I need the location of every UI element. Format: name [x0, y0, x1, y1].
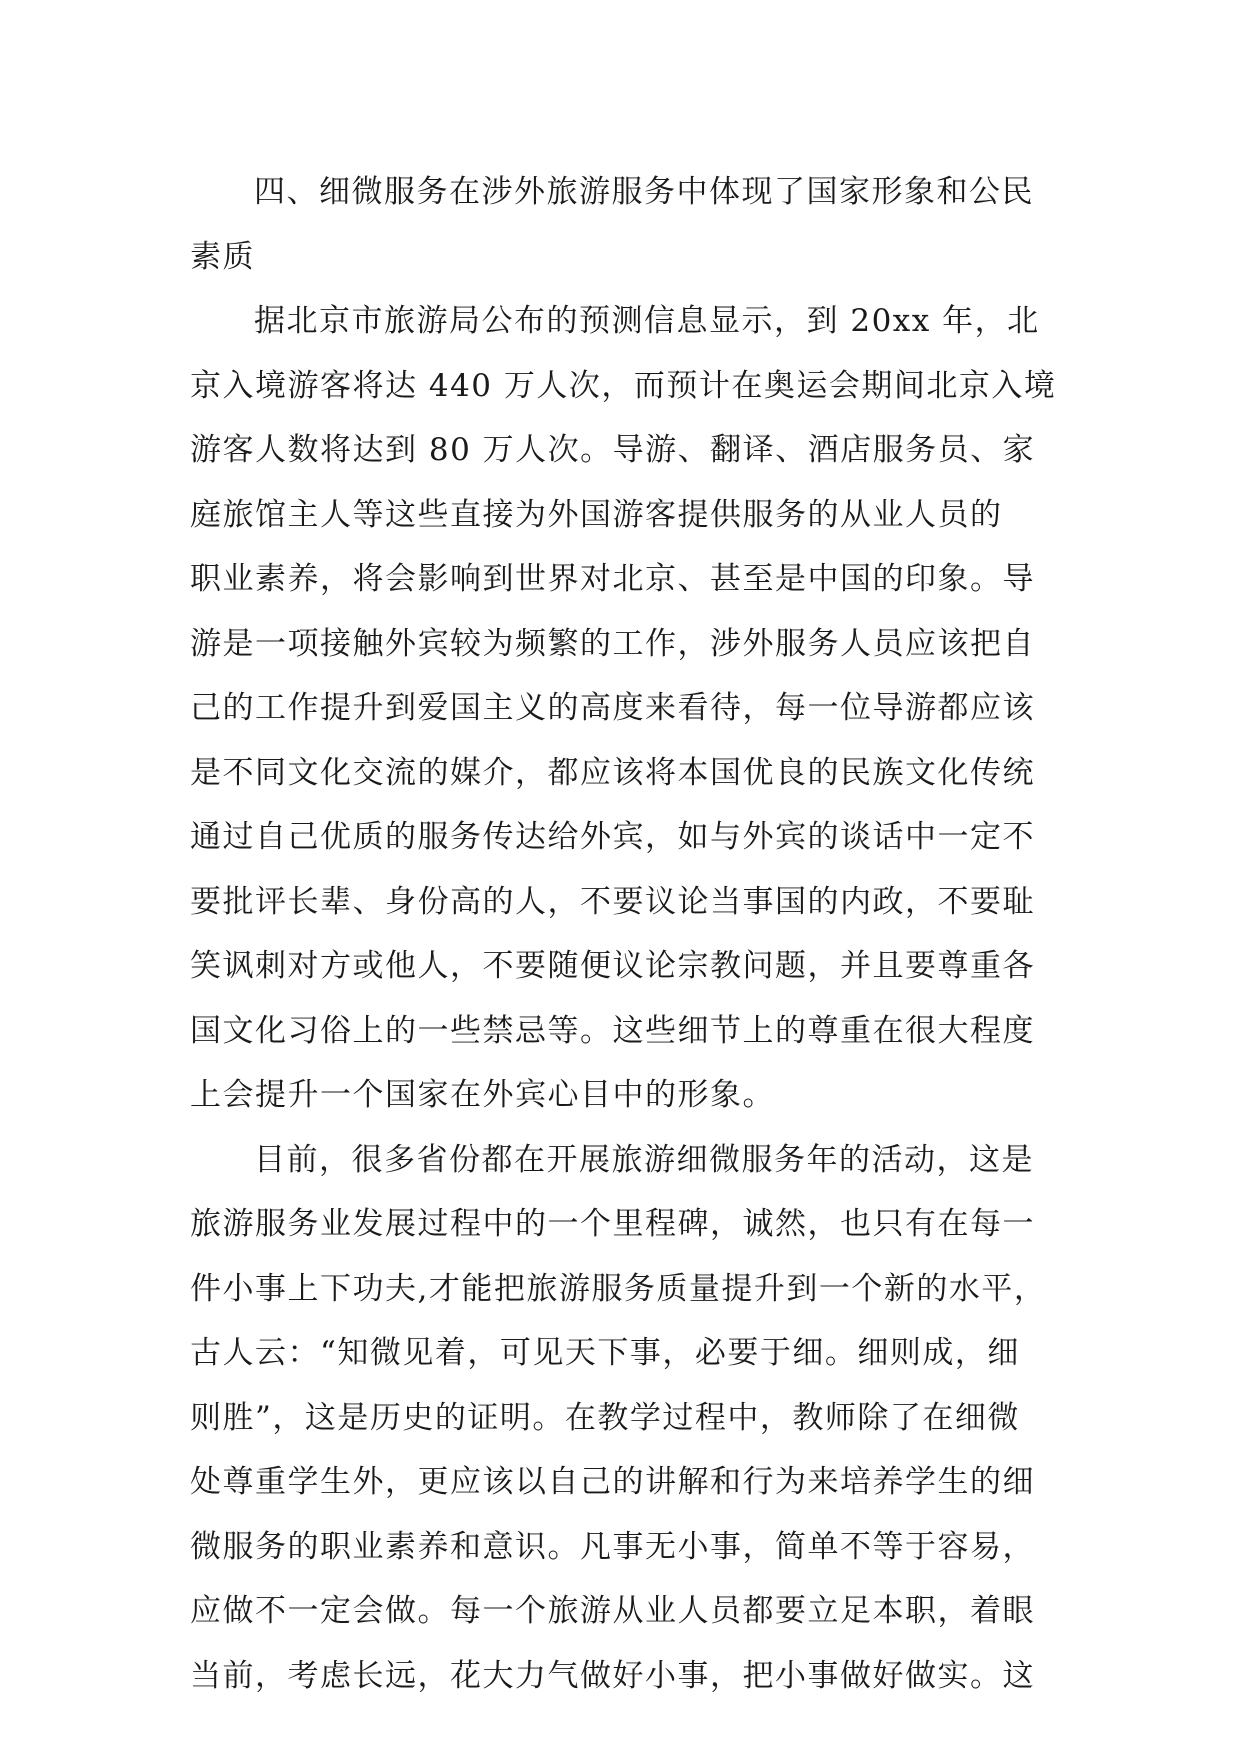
paragraph-2-line: 古人云：“知微见着，可见天下事，必要于细。细则成，细	[190, 1335, 1020, 1371]
paragraph-1-line: 要批评长辈、身份高的人，不要议论当事国的内政，不要耻	[190, 883, 1035, 920]
paragraph-2-line: 旅游服务业发展过程中的一个里程碑，诚然，也只有在每一	[190, 1206, 1035, 1242]
paragraph-2-line: 当前，考虑长远，花大力气做好小事，把小事做好做实。这	[190, 1657, 1035, 1694]
section-heading-line-1: 四、细微服务在涉外旅游服务中体现了国家形象和公民	[254, 174, 1034, 210]
section-heading-line-2: 素质	[190, 238, 255, 275]
document-body	[190, 160, 1057, 1708]
paragraph-1-line: 国文化习俗上的一些禁忌等。这些细节上的尊重在很大程度	[190, 1012, 1035, 1049]
paragraph-1-line: 庭旅馆主人等这些直接为外国游客提供服务的从业人员的	[190, 496, 1003, 533]
paragraph-2-line: 微服务的职业素养和意识。凡事无小事，简单不等于容易，	[190, 1528, 1035, 1565]
paragraph-1-line: 通过自己优质的服务传达给外宾，如与外宾的谈话中一定不	[190, 819, 1035, 855]
paragraph-2-line: 处尊重学生外，更应该以自己的讲解和行为来培养学生的细	[190, 1464, 1035, 1500]
paragraph-2-line: 件小事上下功夫,才能把旅游服务质量提升到一个新的水平，	[190, 1270, 1047, 1307]
paragraph-1-line: 游是一项接触外宾较为频繁的工作，涉外服务人员应该把自	[190, 625, 1035, 662]
paragraph-2-line: 目前，很多省份都在开展旅游细微服务年的活动，这是	[254, 1141, 1034, 1178]
paragraph-2-line: 则胜”，这是历史的证明。在教学过程中，教师除了在细微	[190, 1399, 1020, 1436]
paragraph-1-line: 是不同文化交流的媒介，都应该将本国优良的民族文化传统	[190, 754, 1035, 791]
paragraph-1-line: 上会提升一个国家在外宾心目中的形象。	[190, 1077, 775, 1113]
paragraph-1-line: 职业素养，将会影响到世界对北京、甚至是中国的印象。导	[190, 561, 1035, 597]
paragraph-1-line: 己的工作提升到爱国主义的高度来看待，每一位导游都应该	[190, 690, 1035, 726]
paragraph-1-line: 游客人数将达到 80 万人次。导游、翻译、酒店服务员、家	[190, 432, 1036, 468]
paragraph-1-line: 京入境游客将达 440 万人次，而预计在奥运会期间北京入境	[190, 367, 1057, 404]
paragraph-1-line: 笑讽刺对方或他人，不要随便议论宗教问题，并且要尊重各	[190, 948, 1035, 984]
paragraph-1-line: 据北京市旅游局公布的预测信息显示，到 20xx 年，北	[254, 303, 1040, 339]
paragraph-2-line: 应做不一定会做。每一个旅游从业人员都要立足本职，着眼	[190, 1593, 1035, 1629]
